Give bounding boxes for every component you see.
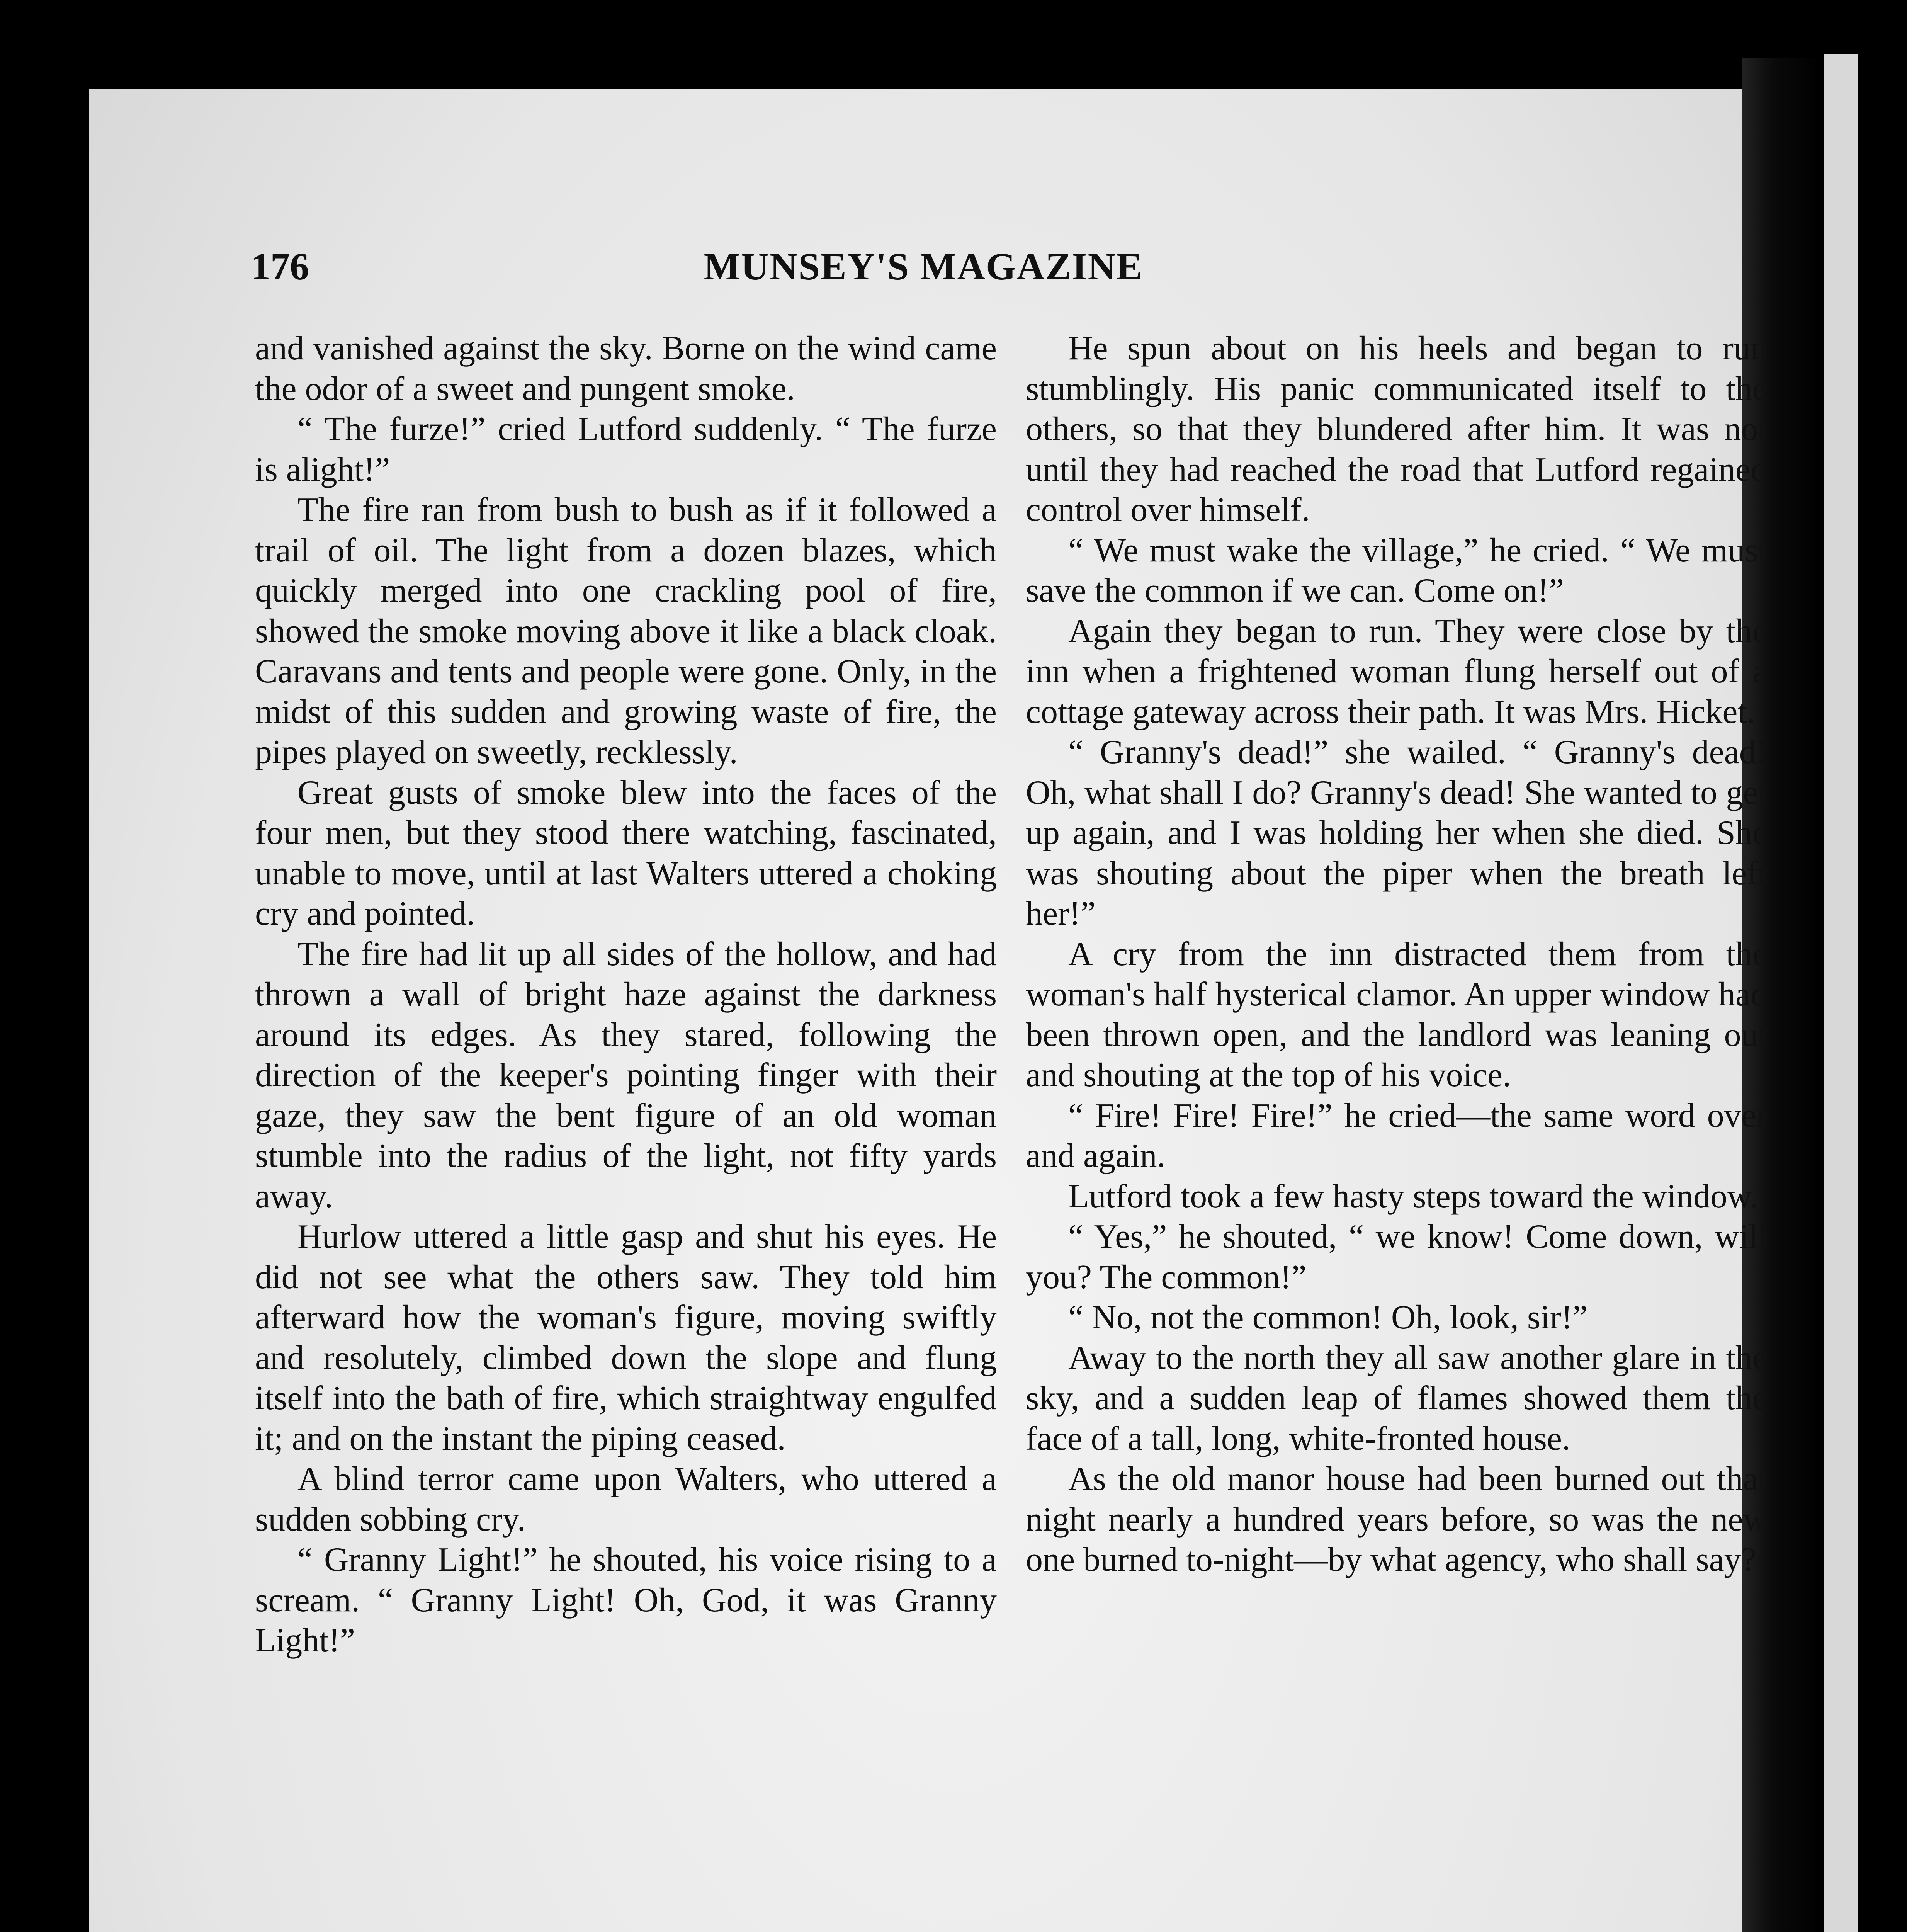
paragraph: A cry from the inn distracted them from the woman's half hysterical clamor. An upper window had been thrown open, and the landlord was leaning out and shouting at the top of his voice.: [1026, 935, 1768, 1094]
paragraph: Hurlow uttered a little gasp and shut his eyes. He did not see what the others saw. They told him afterward how the woman's figure, moving swiftly and resolutely, climbed down the slope and flung itself into the bath of fire, which straightway engulfed it; and on the instant the piping ceased.: [255, 1218, 997, 1458]
paragraph: “ No, not the common! Oh, look, sir!”: [1068, 1299, 1588, 1336]
paragraph: Away to the north they all saw another glare in the sky, and a sudden leap of flames showed them the face of a tall, long, white-fronted house.: [1026, 1339, 1768, 1458]
paragraph: He spun about on his heels and began to run stumblingly. His panic communicated itself to the others, so that they blundered after him. It was not until they had reached the road that Lutford regained control over himself.: [1026, 330, 1768, 529]
paragraph: “ Yes,” he shouted, “ we know! Come down, will you? The common!”: [1026, 1218, 1768, 1296]
facing-page-edge: [1824, 54, 1858, 1932]
paragraph: A blind terror came upon Walters, who uttered a sudden sobbing cry.: [255, 1460, 997, 1538]
left-column: [255, 328, 997, 1661]
right-column: [1026, 328, 1768, 1580]
paragraph: and vanished against the sky. Borne on the wind came the odor of a sweet and pungent smoke.: [255, 330, 997, 408]
running-head: MUNSEY'S MAGAZINE: [704, 245, 1143, 288]
paragraph: Lutford took a few hasty steps toward the window.: [1068, 1177, 1758, 1215]
paragraph: “ Granny's dead!” she wailed. “ Granny's dead! Oh, what shall I do? Granny's dead! She wanted to get up again, and I was holding her when she died. She was shouting about the piper when the breath left her!”: [1026, 733, 1768, 932]
paragraph: Again they began to run. They were close by the inn when a frightened woman flung herself out of a cottage gateway across their path. It was Mrs. Hicket.: [1026, 612, 1768, 731]
paragraph: Great gusts of smoke blew into the faces of the four men, but they stood there watching, fascinated, unable to move, until at last Walters uttered a choking cry and pointed.: [255, 774, 997, 932]
paragraph: The fire had lit up all sides of the hollow, and had thrown a wall of bright haze against the darkness around its edges. As they stared, following the direction of the keeper's pointing finger with their gaze, they saw the bent figure of an old woman stumble into the radius of the light, not fifty yards away.: [255, 935, 997, 1215]
paragraph: “ We must wake the village,” he cried. “ We must save the common if we can. Come on!”: [1026, 531, 1768, 609]
page-header: [166, 238, 1681, 299]
paragraph: The fire ran from bush to bush as if it followed a trail of oil. The light from a dozen blazes, which quickly merged into one crackling pool of fire, showed the smoke moving above it like a black cloak. Caravans and tents and people were gone. Only, in the midst of this sudden and growing waste of fire, the pipes played on sweetly, recklessly.: [255, 491, 997, 771]
paragraph: As the old manor house had been burned out that night nearly a hundred years before, so was the new one burned to-night—by what agency, who shall say?: [1026, 1460, 1768, 1578]
paragraph: “ Granny Light!” he shouted, his voice rising to a scream. “ Granny Light! Oh, God, it was Granny Light!”: [255, 1541, 997, 1659]
paragraph: “ The furze!” cried Lutford suddenly. “ The furze is alight!”: [255, 410, 997, 488]
page-number: 176: [251, 245, 309, 288]
paragraph: “ Fire! Fire! Fire!” he cried—the same word over and again.: [1026, 1097, 1768, 1175]
